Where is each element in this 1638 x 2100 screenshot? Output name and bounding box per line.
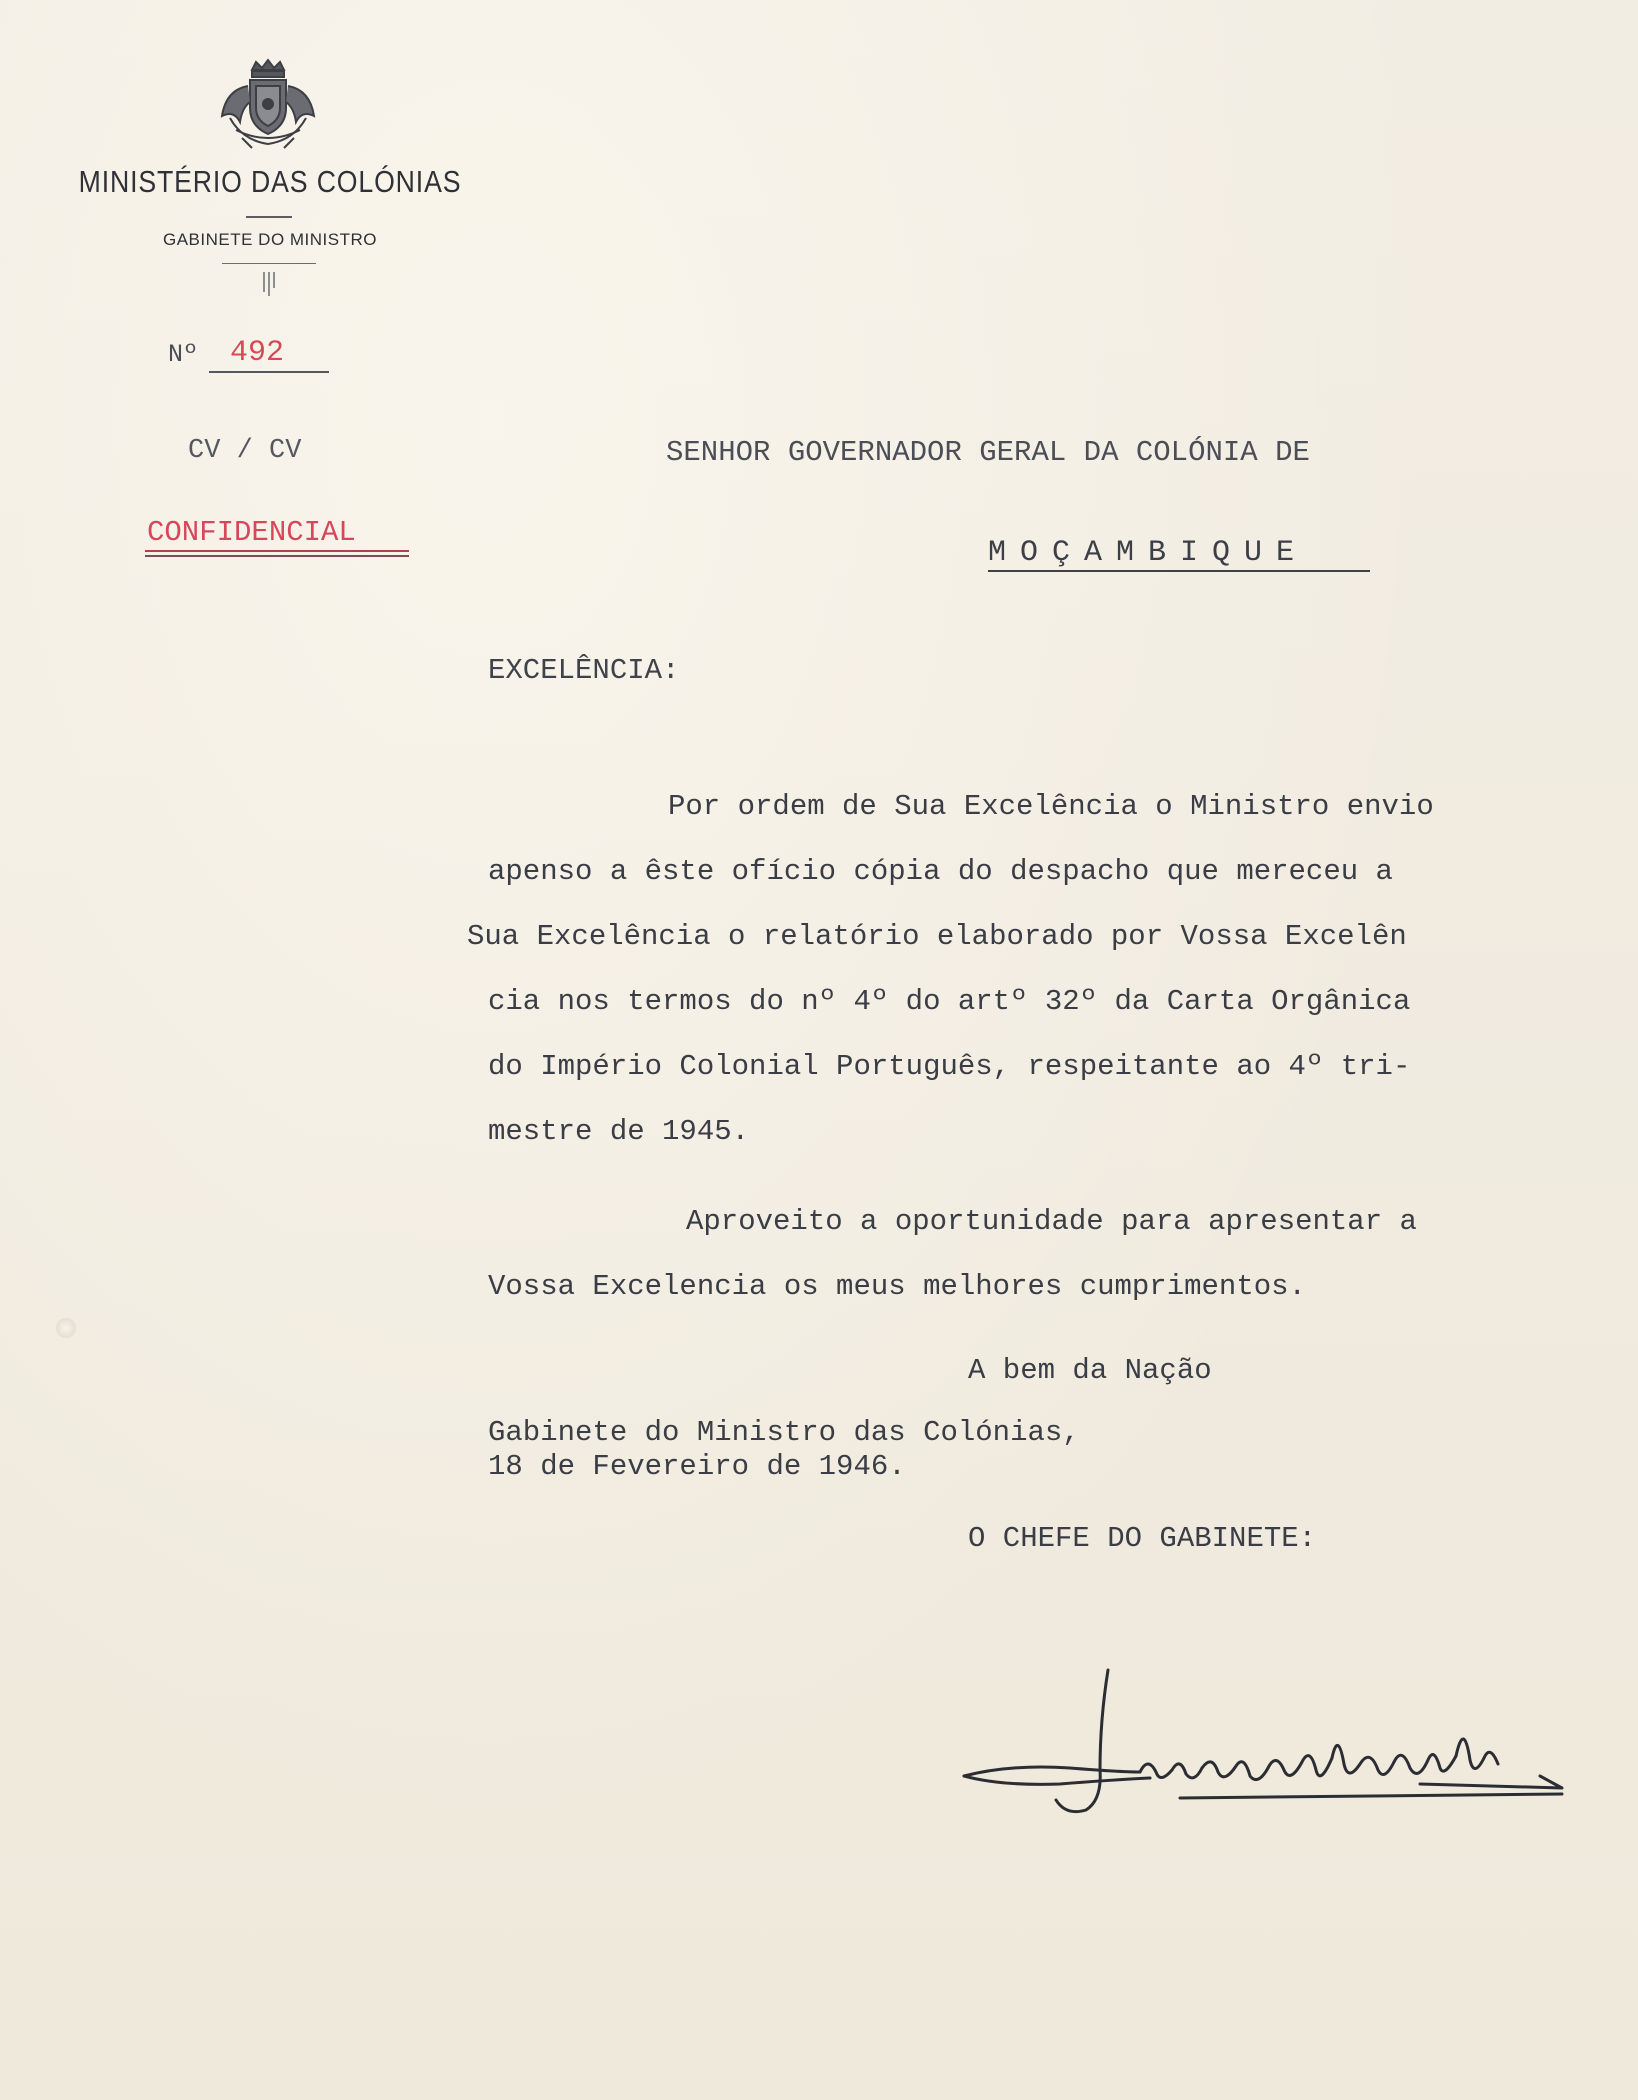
body-line: Vossa Excelencia os meus melhores cumprimentos. (488, 1270, 1306, 1303)
letter-date: 18 de Fevereiro de 1946. (488, 1450, 906, 1483)
body-line: cia nos termos do nº 4º do artº 32º da Carta Orgânica (488, 985, 1411, 1018)
body-line: Aproveito a oportunidade para apresentar a (686, 1205, 1417, 1238)
addressee-line: SENHOR GOVERNADOR GERAL DA COLÓNIA DE (666, 436, 1310, 469)
number-label: Nº (168, 340, 199, 369)
ministry-name: MINISTÉRIO DAS COLÓNIAS (78, 164, 462, 199)
document-number: 492 (230, 336, 285, 370)
body-line: mestre de 1945. (488, 1115, 750, 1148)
colony-name: MOÇAMBIQUE (988, 536, 1309, 570)
cabinet-name: GABINETE DO MINISTRO (162, 230, 378, 249)
closing-salutation: A bem da Nação (968, 1354, 1212, 1387)
punch-hole-mark (56, 1318, 76, 1338)
colony-underline (988, 570, 1370, 572)
confidential-underline (145, 550, 409, 552)
body-line: Por ordem de Sua Excelência o Ministro envio (668, 790, 1434, 823)
reference-initials: CV / CV (188, 436, 302, 466)
body-line: apenso a êste ofício cópia do despacho que mereceu a (488, 855, 1393, 888)
signatory-title: O CHEFE DO GABINETE: (968, 1522, 1317, 1555)
body-line: do Império Colonial Português, respeitante ao 4º tri- (488, 1050, 1411, 1083)
sender-place: Gabinete do Ministro das Colónias, (488, 1416, 1080, 1449)
number-underline (209, 371, 329, 373)
confidential-underline (145, 555, 409, 557)
letterhead-ornament (261, 270, 277, 298)
letterhead-divider (246, 216, 292, 218)
coat-of-arms-icon (212, 56, 324, 152)
confidential-stamp: CONFIDENCIAL (147, 516, 356, 549)
letterhead-divider (222, 263, 316, 264)
handwritten-signature (950, 1660, 1590, 1850)
greeting: EXCELÊNCIA: (488, 654, 680, 687)
body-line: Sua Excelência o relatório elaborado por Vossa Excelên (467, 920, 1407, 953)
